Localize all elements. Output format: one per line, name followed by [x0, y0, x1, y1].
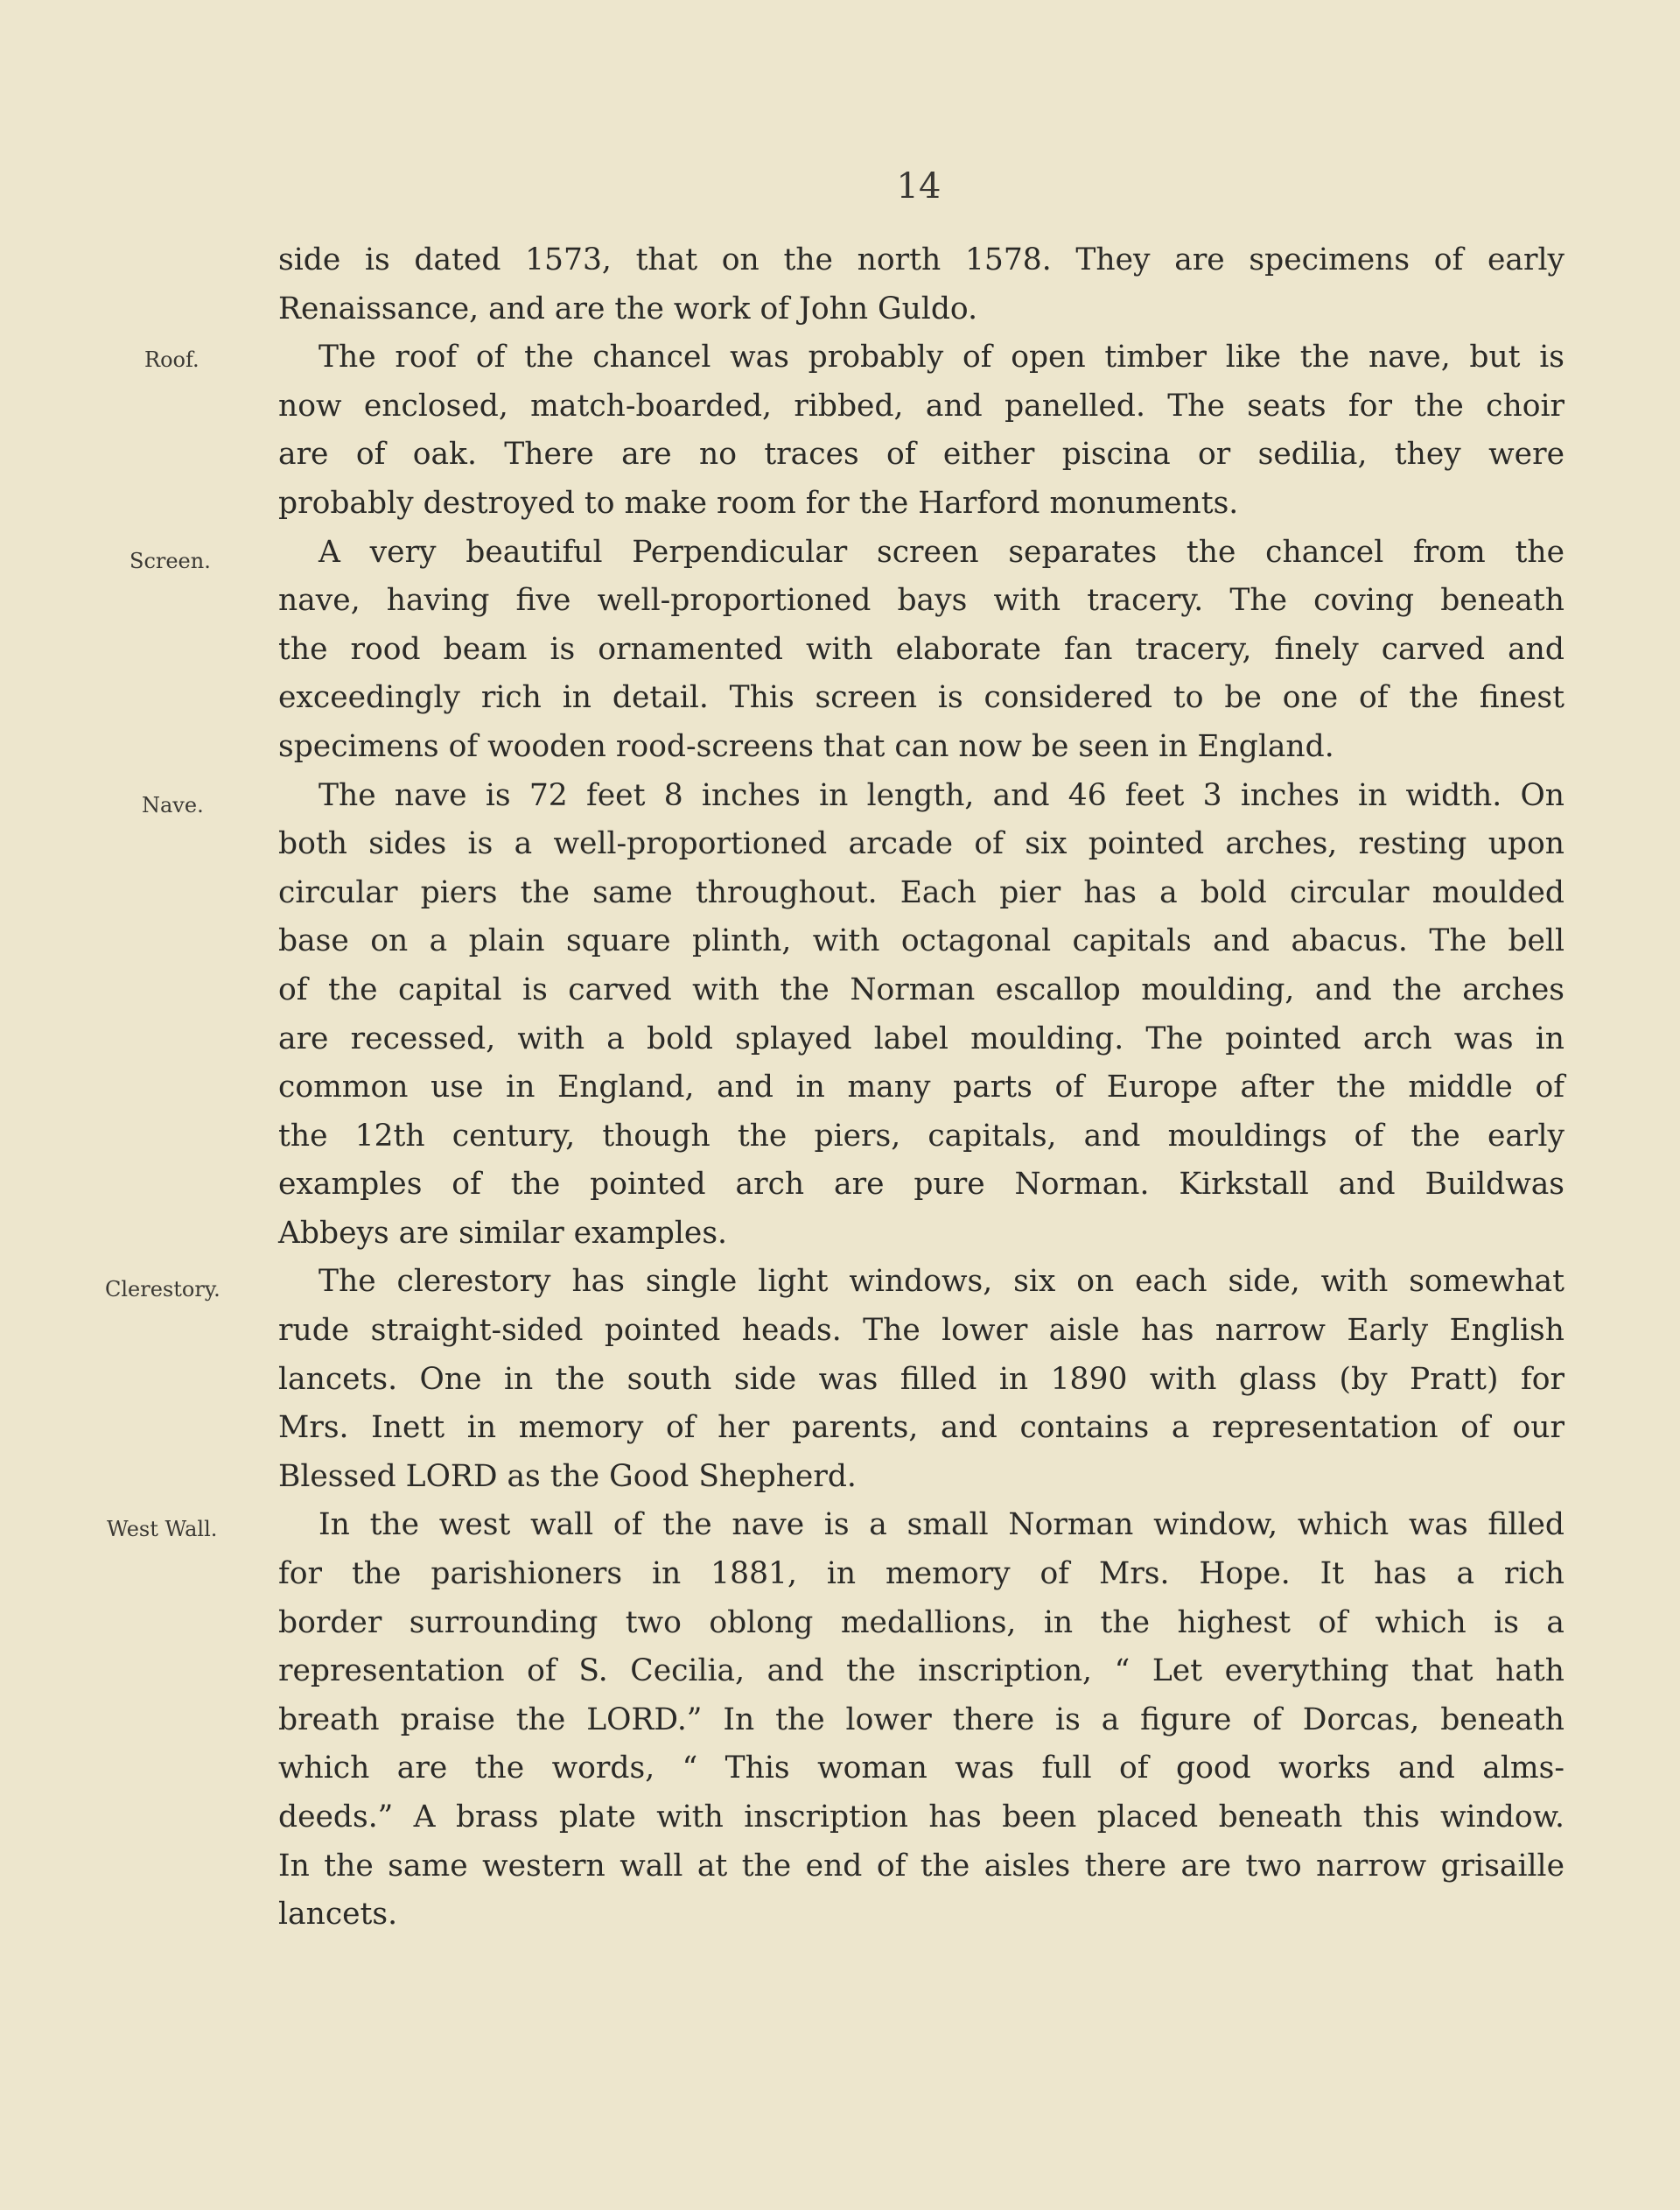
- text-line: examples of the pointed arch are pure Norman. Kirkstall and Buildwas: [278, 1167, 1564, 1203]
- text-line: lancets. One in the south side was filled in 1890 with glass (by Pratt) for: [278, 1361, 1564, 1397]
- text-line: the rood beam is ornamented with elaborate fan tracery, finely carved and: [278, 631, 1564, 667]
- text-line: representation of S. Cecilia, and the inscription, “ Let everything that hath: [278, 1653, 1564, 1689]
- body-text: [278, 236, 1564, 1940]
- text-line: both sides is a well-proportioned arcade of six pointed arches, resting upon: [278, 826, 1564, 862]
- margin-note-clerestory: Clerestory.: [105, 1277, 220, 1301]
- text-line: for the parishioners in 1881, in memory of Mrs. Hope. It has a rich: [278, 1556, 1564, 1592]
- margin-note-roof: Roof.: [144, 347, 200, 372]
- text-line: breath praise the LORD.” In the lower there is a figure of Dorcas, beneath: [278, 1701, 1564, 1737]
- text-line: deeds.” A brass plate with inscription has been placed beneath this window.: [278, 1800, 1564, 1835]
- text-line: Renaissance, and are the work of John Guldo.: [278, 291, 978, 326]
- text-line: In the same western wall at the end of the aisles there are two narrow grisaille: [278, 1848, 1564, 1884]
- text-line: are of oak. There are no traces of either piscina or sedilia, they were: [278, 437, 1564, 473]
- text-line: specimens of wooden rood-screens that can now be seen in England.: [278, 728, 1334, 764]
- text-line: Abbeys are similar examples.: [278, 1215, 728, 1251]
- text-line: side is dated 1573, that on the north 1578. They are specimens of early: [278, 242, 1564, 277]
- text-line: exceedingly rich in detail. This screen is considered to be one of the finest: [278, 680, 1564, 716]
- text-line: base on a plain square plinth, with octagonal capitals and abacus. The bell: [278, 923, 1564, 959]
- paragraph-roof-first-line: The roof of the chancel was probably of open timber like the nave, but is: [318, 340, 1564, 375]
- text-line: now enclosed, match-boarded, ribbed, and panelled. The seats for the choir: [278, 388, 1564, 424]
- margin-note-nave: Nave.: [142, 793, 204, 817]
- text-line: are recessed, with a bold splayed label moulding. The pointed arch was in: [278, 1021, 1564, 1056]
- text-line: the 12th century, though the piers, capitals, and mouldings of the early: [278, 1118, 1564, 1154]
- text-line: border surrounding two oblong medallions, in the highest of which is a: [278, 1604, 1564, 1640]
- paragraph-nave-first-line: The nave is 72 feet 8 inches in length, and 46 feet 3 inches in width. On: [318, 777, 1564, 813]
- text-line: of the capital is carved with the Norman escallop moulding, and the arches: [278, 972, 1564, 1007]
- text-line: circular piers the same throughout. Each pier has a bold circular moulded: [278, 874, 1564, 910]
- text-line: Blessed LORD as the Good Shepherd.: [278, 1458, 857, 1494]
- text-line: common use in England, and in many parts of Europe after the middle of: [278, 1070, 1564, 1105]
- paragraph-west-wall-first-line: In the west wall of the nave is a small Norman window, which was filled: [318, 1507, 1564, 1543]
- text-line: rude straight-sided pointed heads. The lower aisle has narrow Early English: [278, 1313, 1564, 1349]
- margin-note-west-wall: West Wall.: [107, 1517, 218, 1541]
- text-line: Mrs. Inett in memory of her parents, and contains a representation of our: [278, 1410, 1564, 1446]
- margin-note-screen: Screen.: [130, 549, 211, 573]
- page-number: 14: [896, 166, 942, 207]
- text-line: nave, having five well-proportioned bays with tracery. The coving beneath: [278, 583, 1564, 619]
- text-line: probably destroyed to make room for the Harford monuments.: [278, 485, 1239, 521]
- text-line: which are the words, “ This woman was full of good works and alms-: [278, 1750, 1564, 1786]
- paragraph-clerestory-first-line: The clerestory has single light windows, six on each side, with somewhat: [318, 1264, 1564, 1300]
- text-line: lancets.: [278, 1897, 398, 1933]
- paragraph-screen-first-line: A very beautiful Perpendicular screen separates the chancel from the: [318, 534, 1564, 570]
